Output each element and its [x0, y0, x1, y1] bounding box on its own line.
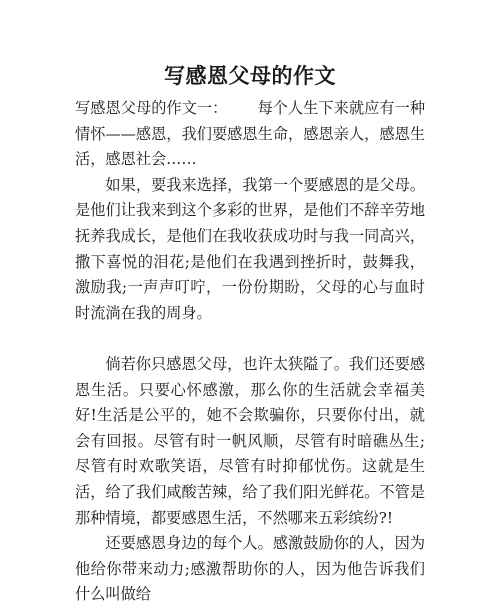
document-title: 写感恩父母的作文: [164, 63, 336, 88]
paragraph-3: 还要感恩身边的每个人。感激鼓励你的人，因为他给你带来动力;感激帮助你的人，因为他告诉我们什么叫做给: [75, 534, 425, 604]
document-body: [75, 96, 425, 608]
paragraph-2: 倘若你只感恩父母，也许太狭隘了。我们还要感恩生活。只要心怀感激，那么你的生活就会幸福美好!生活是公平的，她不会欺骗你，只要你付出，就会有回报。尽管有时一帆风顺，尽管有时暗礁丛生;尽管有时欢歌笑语，尽管有时抑郁忧伤。这就是生活，给了我们咸酸苦辣，给了我们阳光鲜花。不管是那种情境，都要感恩生活，不然哪来五彩缤纷?!: [75, 354, 425, 527]
intro-paragraph: [75, 96, 425, 173]
intro-label: 写感恩父母的作文一：: [75, 99, 228, 117]
intro-text: 每个人生下来就应有一种情怀——感恩，我们要感恩生命，感恩亲人，感恩生活，感恩社会……: [75, 99, 426, 169]
paragraph-1: 如果，要我来选择，我第一个要感恩的是父母。是他们让我来到这个多彩的世界，是他们不辞辛劳地抚养我成长，是他们在我收获成功时与我一同高兴，撒下喜悦的泪花;是他们在我遇到挫折时，鼓舞我，激励我;一声声叮咛，一份份期盼，父母的心与血时时流淌在我的周身。: [75, 175, 425, 322]
